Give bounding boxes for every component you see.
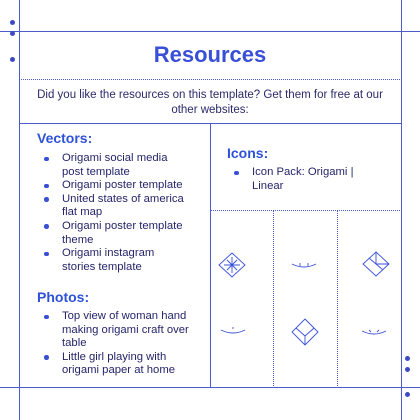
- icon-grid-divider-2: [337, 210, 338, 388]
- decor-dot: [10, 20, 15, 25]
- origami-diamond-fold-icon: [361, 250, 391, 278]
- vector-link-3[interactable]: United states of america flat map: [40, 193, 190, 220]
- icons-heading: Icons:: [227, 145, 269, 161]
- title-dotted-line: [19, 79, 402, 80]
- decor-dot: [10, 31, 15, 36]
- page-title: Resources: [153, 42, 267, 67]
- vector-link-4[interactable]: Origami poster template theme: [40, 220, 190, 247]
- vector-link-5[interactable]: Origami instagram stories template: [40, 247, 190, 274]
- icons-list: [230, 166, 360, 193]
- photos-list: [40, 310, 190, 378]
- origami-boat-icon: [291, 260, 317, 272]
- origami-bowl-icon: [220, 326, 246, 338]
- photo-link-1[interactable]: Top view of woman hand making origami craft over table: [40, 310, 190, 351]
- icon-grid-divider-1: [273, 210, 274, 388]
- decor-dot: [405, 356, 410, 361]
- origami-envelope-icon: [290, 317, 320, 347]
- vector-link-2[interactable]: Origami poster template: [40, 179, 190, 193]
- photo-link-2[interactable]: Little girl playing with origami paper at home: [40, 351, 190, 378]
- origami-fish-icon: [361, 326, 387, 338]
- vector-link-1[interactable]: Origami social media post template: [40, 152, 190, 179]
- decor-dot: [405, 392, 410, 397]
- decor-dot: [405, 367, 410, 372]
- vectors-heading: Vectors:: [37, 130, 93, 146]
- photos-heading: Photos:: [37, 289, 90, 305]
- column-divider-line: [210, 123, 211, 388]
- origami-diamond-star-icon: [217, 251, 247, 279]
- vectors-list: [40, 152, 190, 274]
- icon-pack-link[interactable]: Icon Pack: Origami | Linear: [230, 166, 360, 193]
- intro-text: Did you like the resources on this template? Get them for free at our other websites:: [37, 89, 383, 116]
- icons-dotted-line: [210, 210, 402, 211]
- frame-top-line: [0, 31, 420, 32]
